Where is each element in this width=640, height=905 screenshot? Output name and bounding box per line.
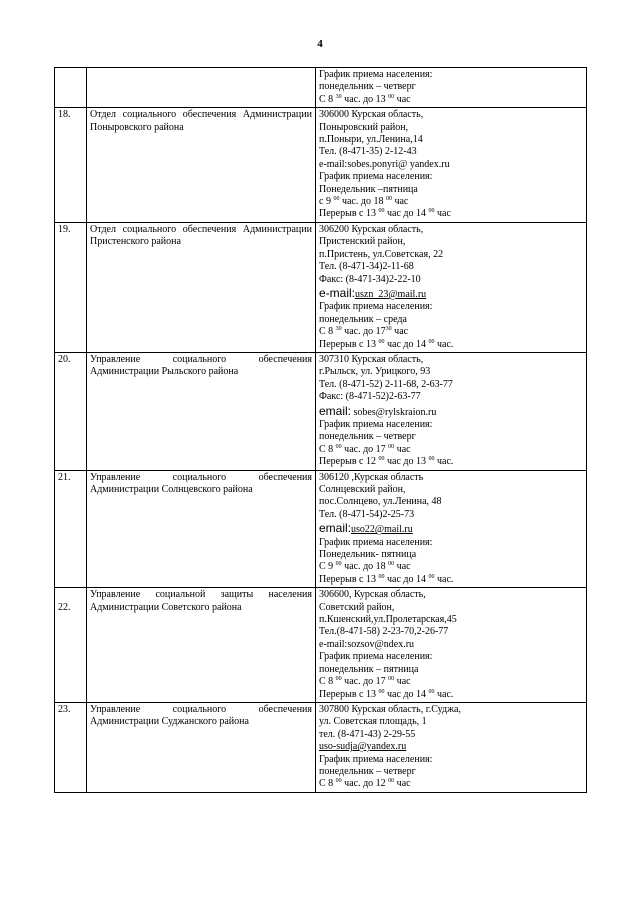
contact-line: uso-sudja@yandex.ru — [319, 741, 407, 753]
row-number-text: 21. — [58, 471, 71, 483]
contact-line: С 8 $^{00}$ час. до 12 $^{00}$ час — [319, 778, 411, 790]
contact-line: с 9 $^{00}$ час. до 18 $^{00}$ час — [319, 196, 409, 208]
row-number-text: 20. — [58, 353, 71, 365]
table-row — [55, 702, 587, 792]
contact-line: С 9 $^{00}$ час. до 18 $^{00}$ час — [319, 561, 411, 573]
row-number — [55, 352, 87, 470]
contact-line: График приема населения: — [319, 69, 433, 80]
department-name — [87, 68, 316, 108]
contact-line: 306000 Курская область, — [319, 109, 424, 121]
contact-line: Советский район, — [319, 601, 395, 613]
contact-line: Факс: (8-471-52)2-63-77 — [319, 391, 421, 403]
table-row-continuation — [55, 68, 587, 108]
table-row — [55, 470, 587, 588]
contact-line: Тел. (8-471-35) 2-12-43 — [319, 146, 417, 158]
contact-line: email: sobes@rylskraion.ru — [319, 403, 437, 418]
contact-line: Тел. (8-471-34)2-11-68 — [319, 261, 414, 273]
row-number — [55, 108, 87, 223]
contact-line: Тел.(8-471-58) 2-23-70,2-26-77 — [319, 626, 449, 638]
contact-line: 306600, Курская область, — [319, 589, 426, 601]
contact-line: 307310 Курская область, — [319, 353, 424, 365]
contact-line: ул. Советская площадь, 1 — [319, 716, 427, 728]
department-name: Управление социальной защиты населения Администрации Советского района — [87, 588, 316, 703]
contact-line: понедельник – пятница — [319, 663, 419, 675]
contact-details — [316, 352, 587, 470]
contact-line: Перерыв с 13 $^{00}$ час до 14 $^{00}$ час. — [319, 573, 454, 585]
contact-line: тел. (8-471-43) 2-29-55 — [319, 728, 416, 740]
contact-line: График приема населения: — [319, 536, 433, 548]
department-name: Управление социального обеспечения Администрации Солнцевского района — [87, 470, 316, 588]
contact-line: понедельник – четверг — [319, 765, 416, 777]
contact-details — [316, 588, 587, 703]
contact-line: С 8 $^{00}$ час. до 17 $^{00}$ час — [319, 443, 411, 455]
contact-line: График приема населения: — [319, 651, 433, 663]
row-number — [55, 222, 87, 352]
page-number: 4 — [317, 38, 323, 50]
row-number — [55, 702, 87, 792]
contact-line: С 8 $^{30}$ час. до 13 $^{00}$ час — [319, 93, 411, 105]
contact-line: График приема населения: — [319, 753, 433, 765]
contact-line: email:uso22@mail.ru — [319, 521, 413, 536]
contacts-table-body — [55, 68, 587, 793]
contact-line: п.Пристень, ул.Советская, 22 — [319, 248, 444, 260]
row-number — [55, 470, 87, 588]
table-row — [55, 108, 587, 223]
contact-line: понедельник – четверг — [319, 431, 416, 443]
contact-line: С 8 $^{00}$ час. до 17 $^{00}$ час — [319, 676, 411, 688]
row-number-text: 19. — [58, 223, 71, 235]
contact-line: г.Рыльск, ул. Урицкого, 93 — [319, 366, 431, 378]
contact-line: Поныровский район, — [319, 121, 409, 133]
contact-line: Тел. (8-471-54)2-25-73 — [319, 508, 415, 520]
row-number-text: 23. — [58, 703, 71, 715]
row-number — [55, 68, 87, 108]
contact-line: График приема населения: — [319, 301, 433, 313]
department-name: Отдел социального обеспечения Администрации Поныровского района — [87, 108, 316, 223]
contact-line: Понедельник –пятница — [319, 183, 418, 195]
contact-line: 306200 Курская область, — [319, 223, 424, 235]
contact-details — [316, 68, 587, 108]
contact-line: Понедельник- пятница — [319, 549, 417, 561]
contact-line: Перерыв с 13 $^{00}$ час до 14 $^{00}$ час. — [319, 338, 454, 350]
contact-line: пос.Солнцево, ул.Ленина, 48 — [319, 496, 442, 508]
department-name: Управление социального обеспечения Администрации Суджанского района — [87, 702, 316, 792]
contact-line: понедельник – четверг — [319, 81, 416, 93]
contact-line: п.Поныри, ул.Ленина,14 — [319, 134, 423, 146]
contact-line: График приема населения: — [319, 171, 433, 183]
table-row — [55, 352, 587, 470]
contact-line: С 8 $^{30}$ час. до $17^{30}$ час — [319, 326, 409, 338]
contact-line: e-mail:uszn_23@mail.ru — [319, 285, 427, 300]
contact-line: 307800 Курская область, г.Суджа, — [319, 703, 461, 715]
row-number-text: 22. — [58, 601, 71, 613]
contact-line: Тел. (8-471-52) 2-11-68, 2-63-77 — [319, 378, 453, 390]
contacts-table — [54, 67, 587, 793]
contact-line: Пристенский район, — [319, 236, 406, 248]
contact-line: Перерыв с 13 $^{00}$ час до 14 $^{00}$ час — [319, 208, 451, 220]
contact-line: Солнцевский район, — [319, 484, 406, 495]
department-name: Управление социального обеспечения Администрации Рыльского района — [87, 352, 316, 470]
row-number — [55, 588, 87, 703]
contact-line: Перерыв с 13 $^{00}$ час до 14 $^{00}$ час. — [319, 688, 454, 700]
contact-line: понедельник – среда — [319, 313, 407, 325]
contact-details — [316, 470, 587, 588]
contact-line: e-mail:sobes.ponyri@ yandex.ru — [319, 158, 450, 170]
contact-line: Факс: (8-471-34)2-22-10 — [319, 273, 421, 285]
contact-details — [316, 702, 587, 792]
contact-details — [316, 222, 587, 352]
table-row — [55, 588, 587, 703]
contact-line: п.Кшенский,ул.Пролетарская,45 — [319, 614, 457, 626]
contact-line: e-mail:sozsov@ndex.ru — [319, 638, 415, 650]
contact-line: График приема населения: — [319, 418, 433, 430]
department-name: Отдел социального обеспечения Администрации Пристенского района — [87, 222, 316, 352]
contact-details — [316, 108, 587, 223]
table-row — [55, 222, 587, 352]
row-number-text: 18. — [58, 109, 71, 121]
contact-line: Перерыв с 12 $^{00}$ час до 13 $^{00}$ час. — [319, 456, 454, 468]
contact-line: 306120 ,Курская область — [319, 471, 424, 483]
